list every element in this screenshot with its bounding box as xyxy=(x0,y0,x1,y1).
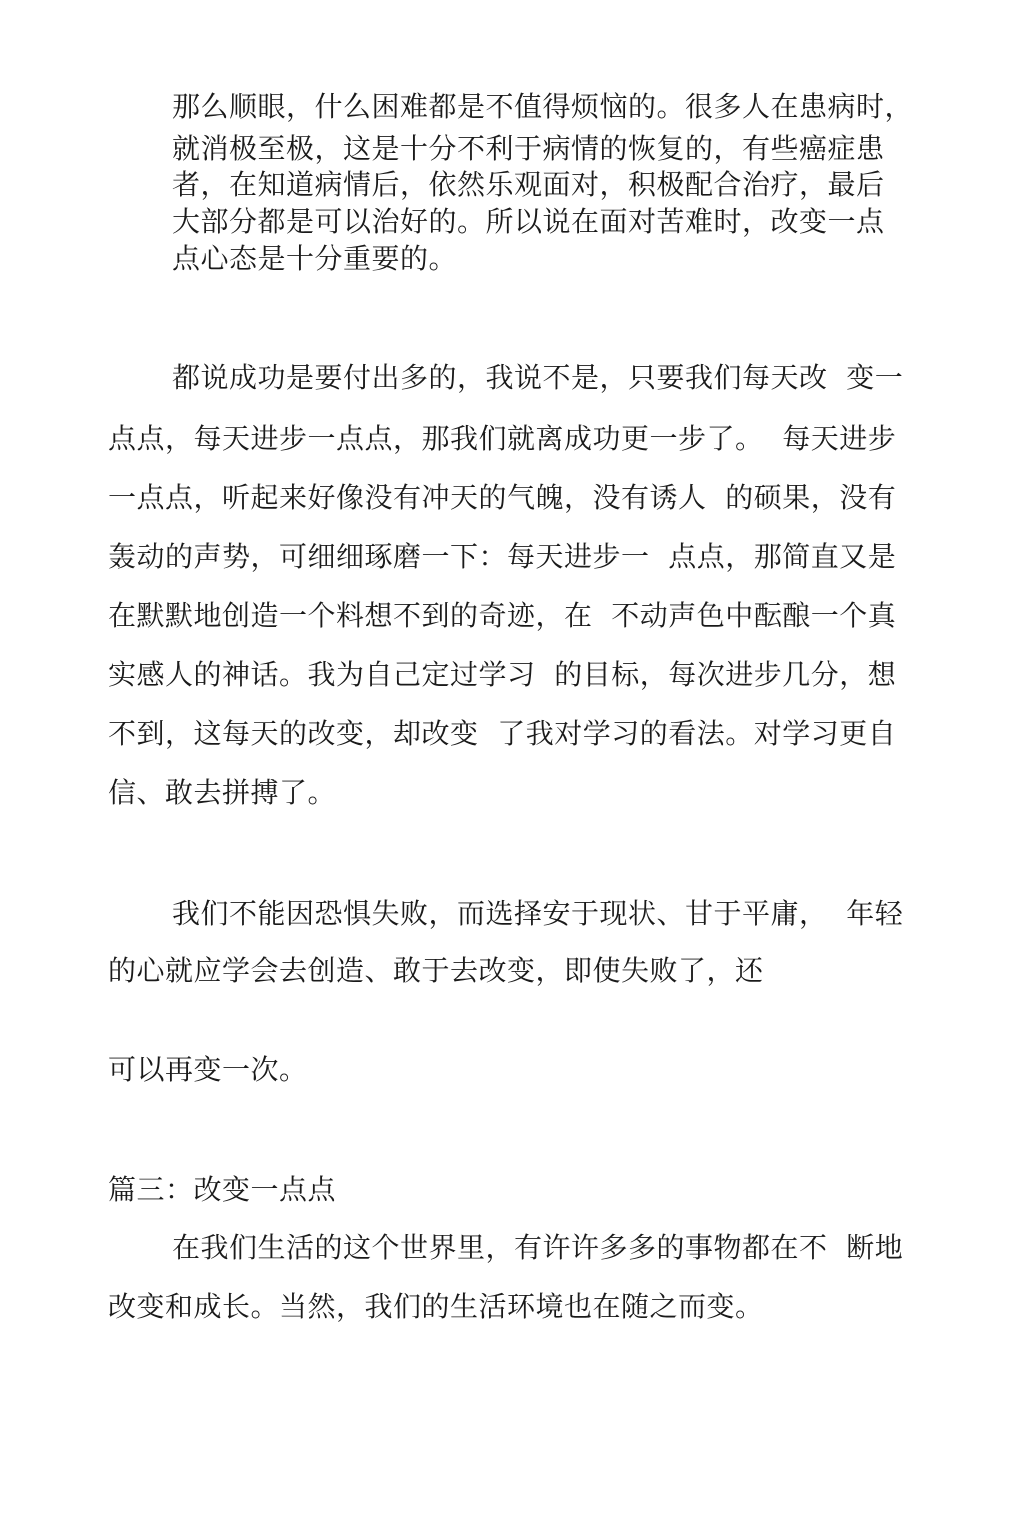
text-line: 不到，这每天的改变，却改变 了我对学习的看法。对学习更自 xyxy=(108,717,897,750)
text-line: 点点，每天进步一点点，那我们就离成功更一步了。 每天进步 xyxy=(108,422,897,455)
text-line: 我们不能因恐惧失败，而选择安于现状、甘于平庸， 年轻 xyxy=(172,897,904,930)
text-line: 改变和成长。当然，我们的生活环境也在随之而变。 xyxy=(108,1290,764,1323)
text-line: 大部分都是可以治好的。所以说在面对苦难时，改变一点 xyxy=(172,205,885,238)
text-line: 轰动的声势，可细细琢磨一下：每天进步一 点点，那简直又是 xyxy=(108,540,897,573)
text-line: 那么顺眼，什么困难都是不值得烦恼的。很多人在患病时， xyxy=(172,90,914,123)
text-line: 在我们生活的这个世界里，有许许多多的事物都在不 断地 xyxy=(172,1231,904,1264)
text-line: 实感人的神话。我为自己定过学习 的目标，每次进步几分，想 xyxy=(108,658,897,691)
section-title: 篇三：改变一点点 xyxy=(108,1173,337,1206)
text-line: 的心就应学会去创造、敢于去改变，即使失败了，还 xyxy=(108,954,764,987)
text-line: 就消极至极，这是十分不利于病情的恢复的，有些癌症患 xyxy=(172,132,885,165)
text-line: 在默默地创造一个料想不到的奇迹，在 不动声色中酝酿一个真 xyxy=(108,599,897,632)
text-line: 都说成功是要付出多的，我说不是，只要我们每天改 变一 xyxy=(172,361,904,394)
text-line: 一点点，听起来好像没有冲天的气魄，没有诱人 的硕果，没有 xyxy=(108,481,897,514)
text-line: 点心态是十分重要的。 xyxy=(172,242,458,275)
text-line: 可以再变一次。 xyxy=(108,1053,308,1086)
text-line: 者，在知道病情后，依然乐观面对，积极配合治疗，最后 xyxy=(172,168,885,201)
text-line: 信、敢去拼搏了。 xyxy=(108,776,337,809)
